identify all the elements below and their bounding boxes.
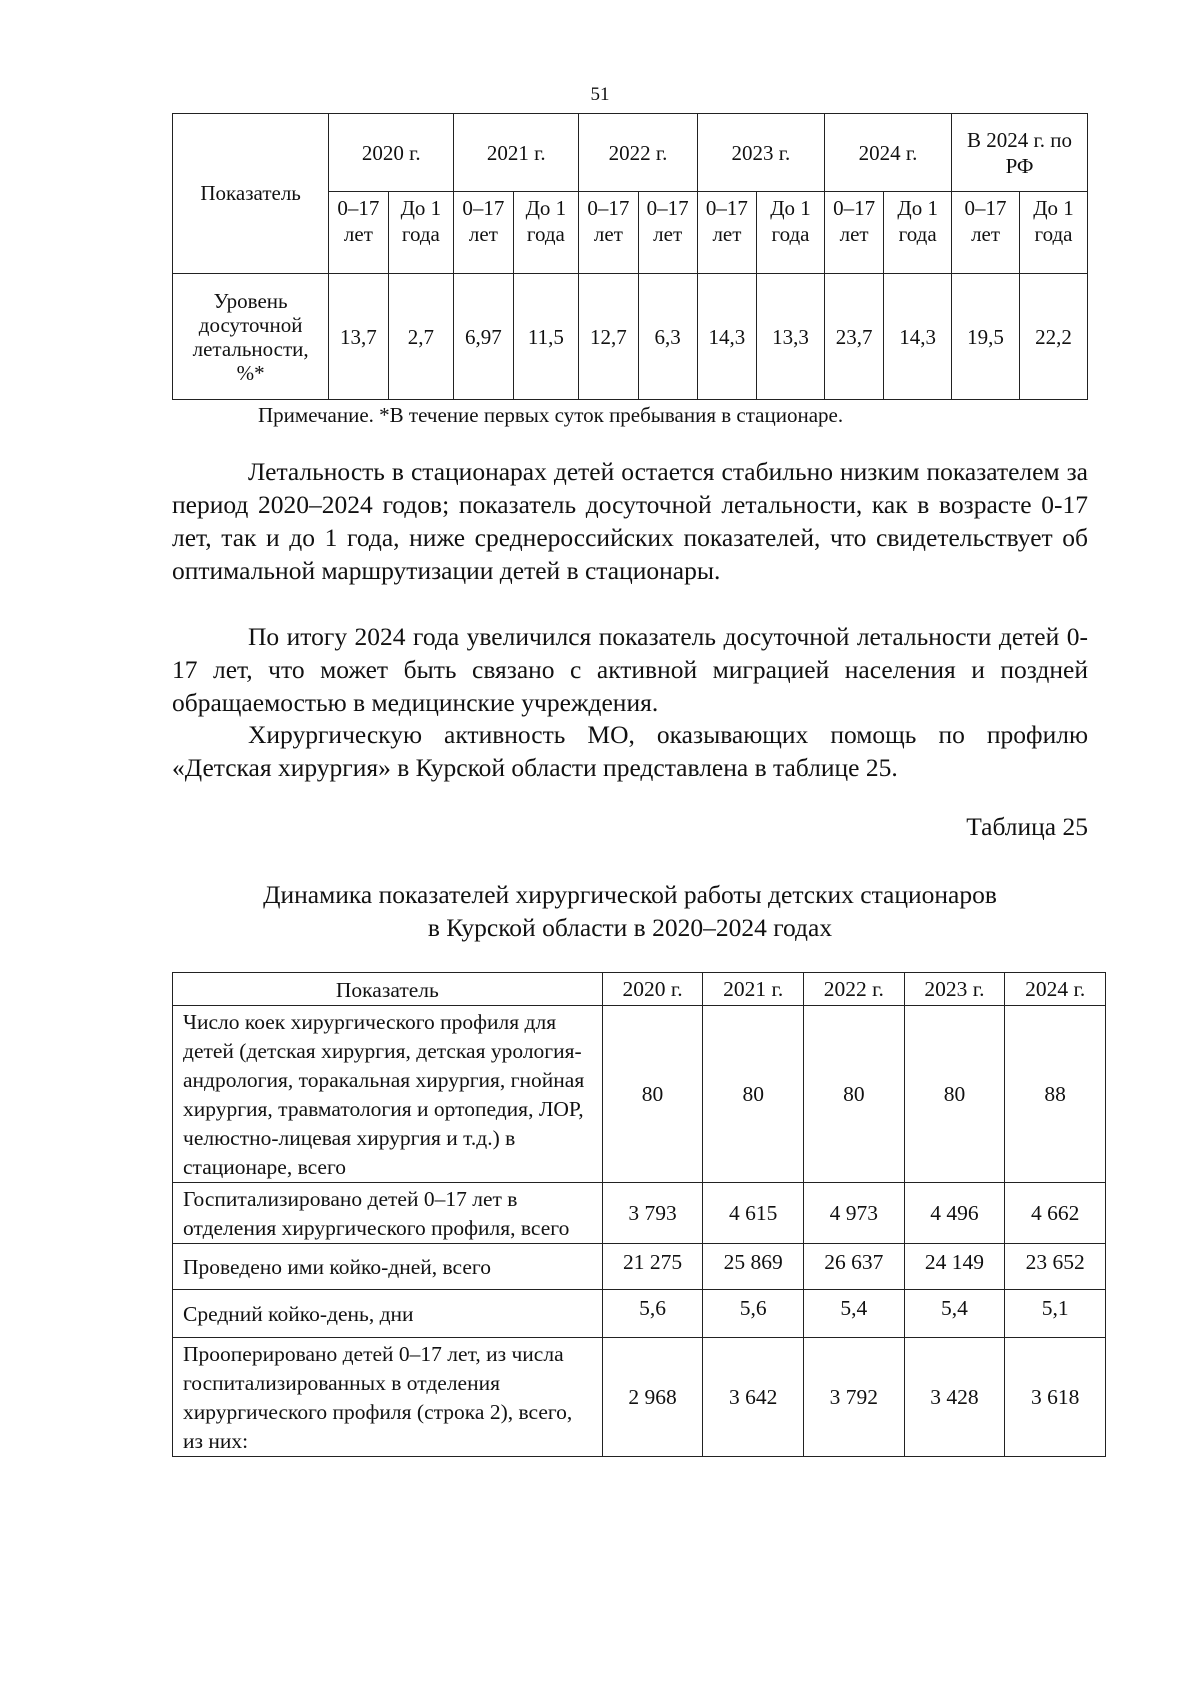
table1-year-2024: 2024 г. xyxy=(824,114,951,192)
table1-subheader: До 1 года xyxy=(388,192,454,274)
table2-value: 80 xyxy=(703,1006,804,1183)
table1-subheader: До 1 года xyxy=(513,192,579,274)
paragraph-migration: По итогу 2024 года увеличился показатель досуточной летальности детей 0-17 лет, что может быть связано с активной миграцией населения и поздней обращаемостью в медицинские учреждения. xyxy=(172,622,1088,717)
table2-row-label: Прооперировано детей 0–17 лет, из числа госпитализированных в отделения хирургического профиля (строка 2), всего, из них: xyxy=(173,1338,603,1457)
table1-subheader: 0–17 лет xyxy=(454,192,513,274)
table1-value: 13,7 xyxy=(329,274,388,400)
table2-header: 2022 г. xyxy=(804,973,905,1006)
table1-subheader: 0–17 лет xyxy=(329,192,388,274)
table1-value: 12,7 xyxy=(579,274,638,400)
table1-value: 22,2 xyxy=(1020,274,1088,400)
table1-year-2021: 2021 г. xyxy=(454,114,579,192)
table2-row-label: Число коек хирургического профиля для детей (детская хирургия, детская урология-андрология, торакальная хирургия, гнойная хирургия, травматология и ортопедия, ЛОР, челюстно-лицевая хирургия и т.д.) в стационаре, всего xyxy=(173,1006,603,1183)
table2-header: 2024 г. xyxy=(1005,973,1106,1006)
table2-value: 80 xyxy=(602,1006,703,1183)
table2-value: 3 618 xyxy=(1005,1338,1106,1457)
table2-value: 3 642 xyxy=(703,1338,804,1457)
table1-subheader: 0–17 лет xyxy=(824,192,883,274)
table2-value: 2 968 xyxy=(602,1338,703,1457)
table1-subheader: До 1 года xyxy=(1020,192,1088,274)
table1-subheader: 0–17 лет xyxy=(579,192,638,274)
table2-header: Показатель xyxy=(173,973,603,1006)
table2-header: 2023 г. xyxy=(904,973,1005,1006)
table1-subheader: До 1 года xyxy=(884,192,952,274)
table1-indicator-header: Показатель xyxy=(173,114,329,274)
table2-value: 23 652 xyxy=(1005,1244,1106,1290)
table2-value: 80 xyxy=(904,1006,1005,1183)
table2-value: 4 496 xyxy=(904,1183,1005,1244)
table-row xyxy=(173,1183,1106,1244)
table1-value: 13,3 xyxy=(757,274,825,400)
table2-value: 26 637 xyxy=(804,1244,905,1290)
table2-value: 24 149 xyxy=(904,1244,1005,1290)
table1-subheader: 0–17 лет xyxy=(697,192,756,274)
table2-row-label: Проведено ими койко-дней, всего xyxy=(173,1244,603,1290)
table2-value: 88 xyxy=(1005,1006,1106,1183)
table2-value: 25 869 xyxy=(703,1244,804,1290)
table1-value: 23,7 xyxy=(824,274,883,400)
table-row xyxy=(173,1244,1106,1290)
table-row xyxy=(173,1338,1106,1457)
table1-year-2020: 2020 г. xyxy=(329,114,454,192)
lethality-table xyxy=(172,113,1088,400)
table1-note: Примечание. *В течение первых суток пребывания в стационаре. xyxy=(258,403,844,427)
table1-value: 19,5 xyxy=(952,274,1020,400)
table2-value: 21 275 xyxy=(602,1244,703,1290)
table2-value: 3 428 xyxy=(904,1338,1005,1457)
table1-subheader: 0–17 лет xyxy=(638,192,697,274)
paragraph-lethality: Летальность в стационарах детей остается стабильно низким показателем за период 2020–2024 годов; показатель досуточной летальности, как в возрасте 0-17 лет, так и до 1 года, ниже среднероссийских показателей, что свидетельствует об оптимальной маршрутизации детей в стационары. xyxy=(172,457,1088,585)
table1-year-2023: 2023 г. xyxy=(697,114,824,192)
paragraph-surgical-activity: Хирургическую активность МО, оказывающих помощь по профилю «Детская хирургия» в Курской области представлена в таблице 25. xyxy=(172,720,1088,782)
table-title-line: Динамика показателей хирургической работы детских стационаров xyxy=(263,880,997,909)
surgical-work-table xyxy=(172,972,1106,1457)
table2-row-label: Госпитализировано детей 0–17 лет в отделения хирургического профиля, всего xyxy=(173,1183,603,1244)
table1-rf-header: В 2024 г. по РФ xyxy=(952,114,1088,192)
table1-value: 2,7 xyxy=(388,274,454,400)
table2-value: 5,4 xyxy=(804,1290,905,1338)
table2-value: 5,6 xyxy=(703,1290,804,1338)
table-caption: Таблица 25 xyxy=(966,812,1088,841)
table-row xyxy=(173,1290,1106,1338)
table2-value: 4 662 xyxy=(1005,1183,1106,1244)
table-row xyxy=(173,1006,1106,1183)
table1-year-2022: 2022 г. xyxy=(579,114,698,192)
table1-value: 6,3 xyxy=(638,274,697,400)
table2-value: 5,6 xyxy=(602,1290,703,1338)
table2-value: 3 793 xyxy=(602,1183,703,1244)
table1-value: 11,5 xyxy=(513,274,579,400)
table1-subheader: 0–17 лет xyxy=(952,192,1020,274)
table1-row-label: Уровень досуточной летальности, %* xyxy=(173,274,329,400)
table2-header: 2020 г. xyxy=(602,973,703,1006)
page-number: 51 xyxy=(590,84,610,105)
table1-subheader: До 1 года xyxy=(757,192,825,274)
table2-value: 3 792 xyxy=(804,1338,905,1457)
table2-row-label: Средний койко-день, дни xyxy=(173,1290,603,1338)
table-title xyxy=(172,878,1088,944)
table2-value: 4 615 xyxy=(703,1183,804,1244)
table1-value: 14,3 xyxy=(697,274,756,400)
table2-value: 5,1 xyxy=(1005,1290,1106,1338)
table-title-line: в Курской области в 2020–2024 годах xyxy=(427,913,833,942)
table2-header: 2021 г. xyxy=(703,973,804,1006)
table2-value: 4 973 xyxy=(804,1183,905,1244)
table1-value: 14,3 xyxy=(884,274,952,400)
table2-value: 5,4 xyxy=(904,1290,1005,1338)
table1-value: 6,97 xyxy=(454,274,513,400)
table2-value: 80 xyxy=(804,1006,905,1183)
